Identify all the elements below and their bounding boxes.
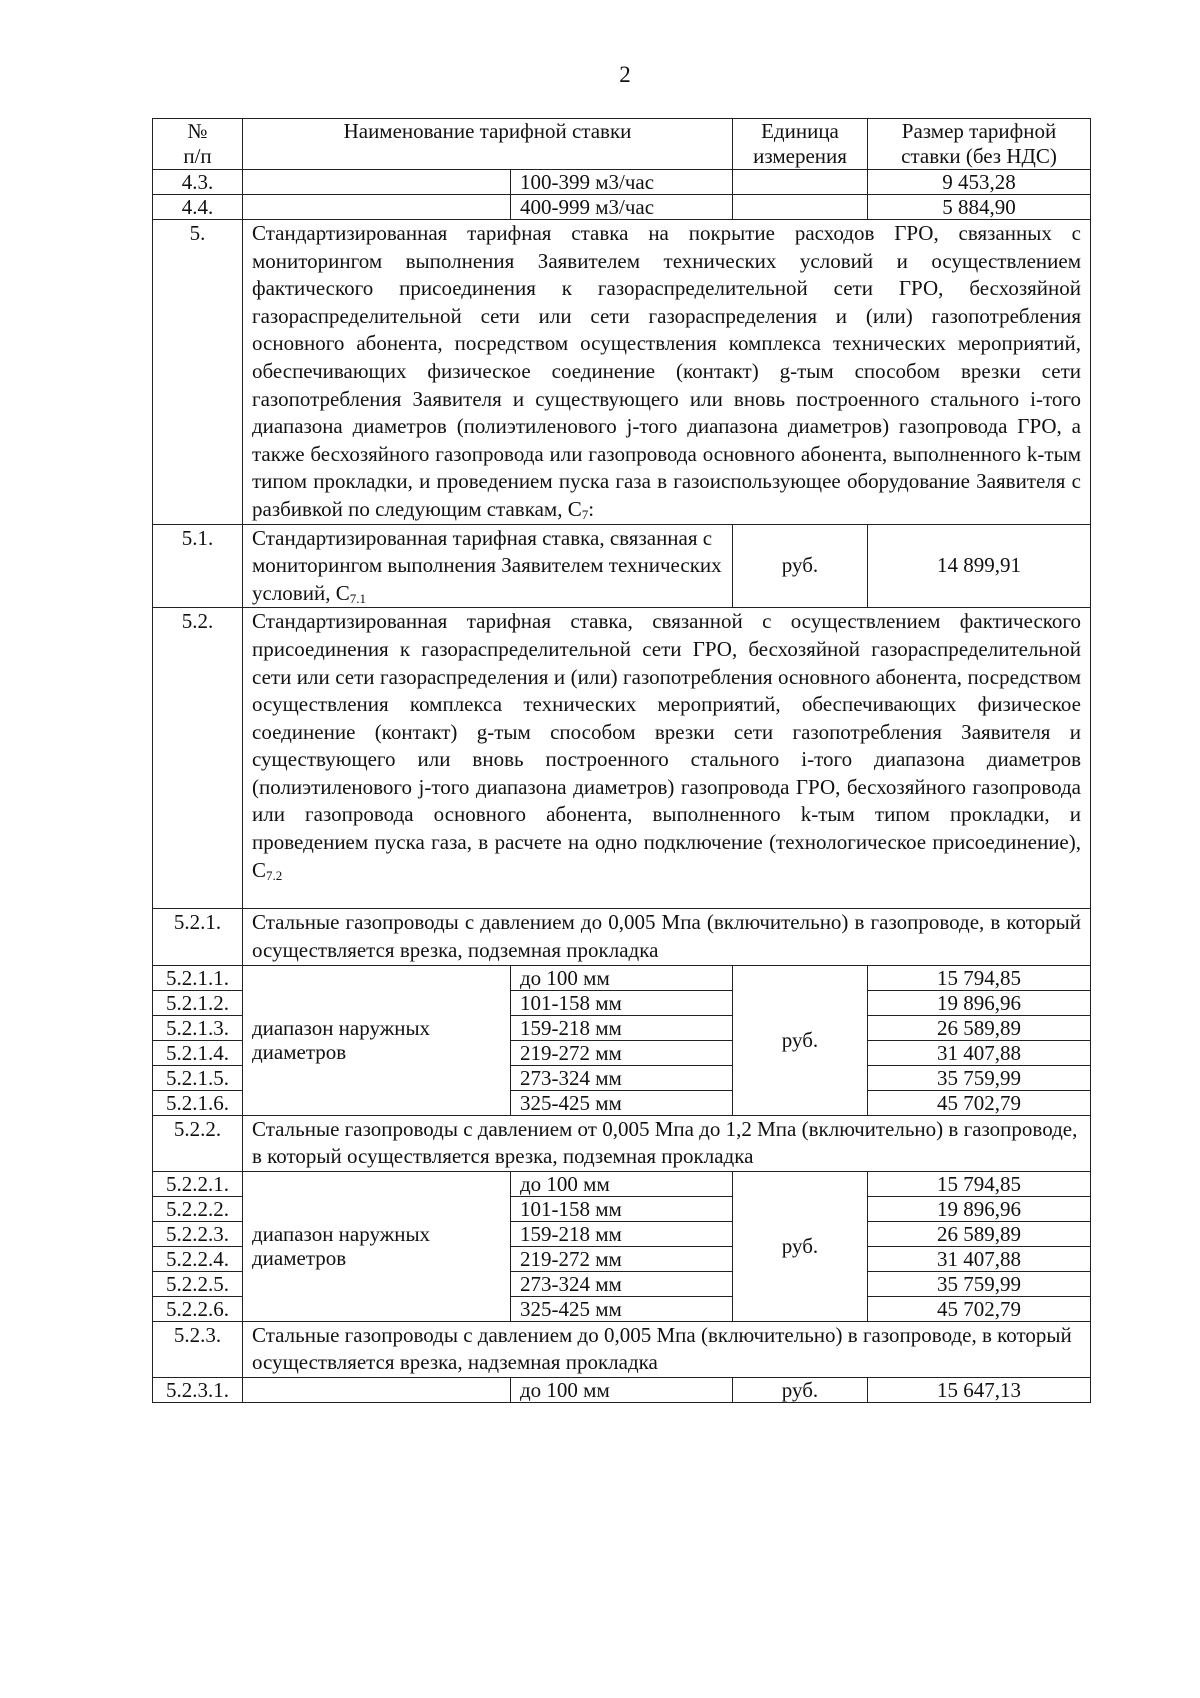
row-value: 31 407,88 — [868, 1040, 1091, 1065]
row-range: 219-272 мм — [511, 1246, 733, 1271]
row-num: 4.3. — [153, 170, 243, 195]
table-header-row — [153, 119, 1091, 170]
row-value: 5 884,90 — [868, 195, 1091, 220]
row-value: 31 407,88 — [868, 1246, 1091, 1271]
row-num: 5.2.1.2. — [153, 990, 243, 1015]
row-value: 19 896,96 — [868, 990, 1091, 1015]
table-row — [153, 608, 1091, 909]
row-range: 273-324 мм — [511, 1065, 733, 1090]
row-num: 5.2.1.3. — [153, 1015, 243, 1040]
row-description: Стандартизированная тарифная ставка, связанной с осуществлением фактического присоединения к газораспределительной сети ГРО, бесхозяйной газораспределительной сети или сети газораспределения и (или) газопотребления основного абонента, посредством осуществления комплекса технических мероприятий, обеспечивающих физическое соединение (контакт) g-тым способом врезки сети газопотребления Заявителя и существующего или вновь построенного стального i-того диапазона диаметров (полиэтиленового j-того диапазона диаметров) газопровода ГРО, бесхозяйного газопровода или газопровода основного абонента, выполненного k-тым типом прокладки, и проведением пуска газа, в расчете на одно подключение (технологическое присоединение), $С_{7.2}$ — [243, 608, 1091, 909]
row-num: 5. — [153, 220, 243, 525]
row-value: 35 759,99 — [868, 1271, 1091, 1296]
table-row — [153, 1377, 1091, 1402]
row-unit: руб. — [733, 524, 868, 608]
row-blank — [243, 1377, 511, 1402]
row-value: 45 702,79 — [868, 1090, 1091, 1115]
row-description: Стандартизированная тарифная ставка, связанная с мониторингом выполнения Заявителем технических условий, $С_{7.1}$ — [243, 524, 733, 608]
table-row — [153, 170, 1091, 195]
row-range: 100-399 м3/час — [511, 170, 733, 195]
row-value: 26 589,89 — [868, 1221, 1091, 1246]
table-row — [153, 965, 1091, 990]
row-num: 5.2.2.1. — [153, 1171, 243, 1196]
row-value: 15 794,85 — [868, 965, 1091, 990]
row-range: 219-272 мм — [511, 1040, 733, 1065]
header-num: № п/п — [153, 119, 243, 170]
table-row — [153, 1321, 1091, 1377]
header-name: Наименование тарифной ставки — [243, 119, 733, 170]
table-row — [153, 220, 1091, 525]
row-range: до 100 мм — [511, 1377, 733, 1402]
row-value: 45 702,79 — [868, 1296, 1091, 1321]
row-num: 5.2.3.1. — [153, 1377, 243, 1402]
row-value: 26 589,89 — [868, 1015, 1091, 1040]
row-num: 5.2. — [153, 608, 243, 909]
row-num: 5.2.2.2. — [153, 1196, 243, 1221]
table-row — [153, 1115, 1091, 1171]
row-unit: руб. — [733, 1171, 868, 1321]
row-range: 159-218 мм — [511, 1221, 733, 1246]
row-value: 9 453,28 — [868, 170, 1091, 195]
row-range: до 100 мм — [511, 1171, 733, 1196]
row-unit-blank — [733, 195, 868, 220]
table-row — [153, 1171, 1091, 1196]
row-num: 5.2.1.1. — [153, 965, 243, 990]
row-description: Стальные газопроводы с давлением до 0,005 Мпа (включительно) в газопроводе, в который осуществляется врезка, подземная прокладка — [243, 909, 1091, 965]
row-description: Стальные газопроводы с давлением до 0,005 Мпа (включительно) в газопроводе, в который осуществляется врезка, надземная прокладка — [243, 1321, 1091, 1377]
header-unit: Единица измерения — [733, 119, 868, 170]
row-num: 5.2.3. — [153, 1321, 243, 1377]
row-unit: руб. — [733, 1377, 868, 1402]
row-num: 4.4. — [153, 195, 243, 220]
row-blank — [243, 195, 511, 220]
row-unit: руб. — [733, 965, 868, 1115]
table-row — [153, 524, 1091, 608]
row-num: 5.2.1.6. — [153, 1090, 243, 1115]
row-value: 14 899,91 — [868, 524, 1091, 608]
row-unit-blank — [733, 170, 868, 195]
row-value: 19 896,96 — [868, 1196, 1091, 1221]
row-description: Стальные газопроводы с давлением от 0,005 Мпа до 1,2 Мпа (включительно) в газопроводе, в который осуществляется врезка, подземная прокладка — [243, 1115, 1091, 1171]
row-num: 5.2.2.4. — [153, 1246, 243, 1271]
page-number: 2 — [619, 62, 631, 87]
row-num: 5.2.2.6. — [153, 1296, 243, 1321]
row-range: 400-999 м3/час — [511, 195, 733, 220]
row-description: Стандартизированная тарифная ставка на покрытие расходов ГРО, связанных с мониторингом выполнения Заявителем технических условий и осуществлением фактического присоединения к газораспределительной сети ГРО, бесхозяйной газораспределительной сети или сети газораспределения и (или) газопотребления основного абонента, посредством осуществления комплекса технических мероприятий, обеспечивающих физическое соединение (контакт) g-тым способом врезки сети газопотребления Заявителя и существующего или вновь построенного стального i-того диапазона диаметров (полиэтиленового j-того диапазона диаметров) газопровода ГРО, а также бесхозяйного газопровода или газопровода основного абонента, выполненного k-тым типом прокладки, и проведением пуска газа в газоиспользующее оборудование Заявителя с разбивкой по следующим ставкам, $С_7$: — [243, 220, 1091, 525]
row-range: 325-425 мм — [511, 1296, 733, 1321]
row-range: 325-425 мм — [511, 1090, 733, 1115]
row-value: 35 759,99 — [868, 1065, 1091, 1090]
row-num: 5.2.2. — [153, 1115, 243, 1171]
row-blank — [243, 170, 511, 195]
table-row — [153, 909, 1091, 965]
row-range: 273-324 мм — [511, 1271, 733, 1296]
diameter-group-label: диапазон наружных диаметров — [243, 1171, 511, 1321]
row-range: 101-158 мм — [511, 1196, 733, 1221]
row-range: 101-158 мм — [511, 990, 733, 1015]
row-range: 159-218 мм — [511, 1015, 733, 1040]
header-rate: Размер тарифной ставки (без НДС) — [868, 119, 1091, 170]
row-value: 15 647,13 — [868, 1377, 1091, 1402]
row-num: 5.1. — [153, 524, 243, 608]
row-num: 5.2.1.5. — [153, 1065, 243, 1090]
diameter-group-label: диапазон наружных диаметров — [243, 965, 511, 1115]
row-value: 15 794,85 — [868, 1171, 1091, 1196]
tariff-table — [152, 118, 1091, 1403]
row-num: 5.2.1.4. — [153, 1040, 243, 1065]
row-num: 5.2.1. — [153, 909, 243, 965]
row-range: до 100 мм — [511, 965, 733, 990]
row-num: 5.2.2.3. — [153, 1221, 243, 1246]
table-row — [153, 195, 1091, 220]
row-num: 5.2.2.5. — [153, 1271, 243, 1296]
